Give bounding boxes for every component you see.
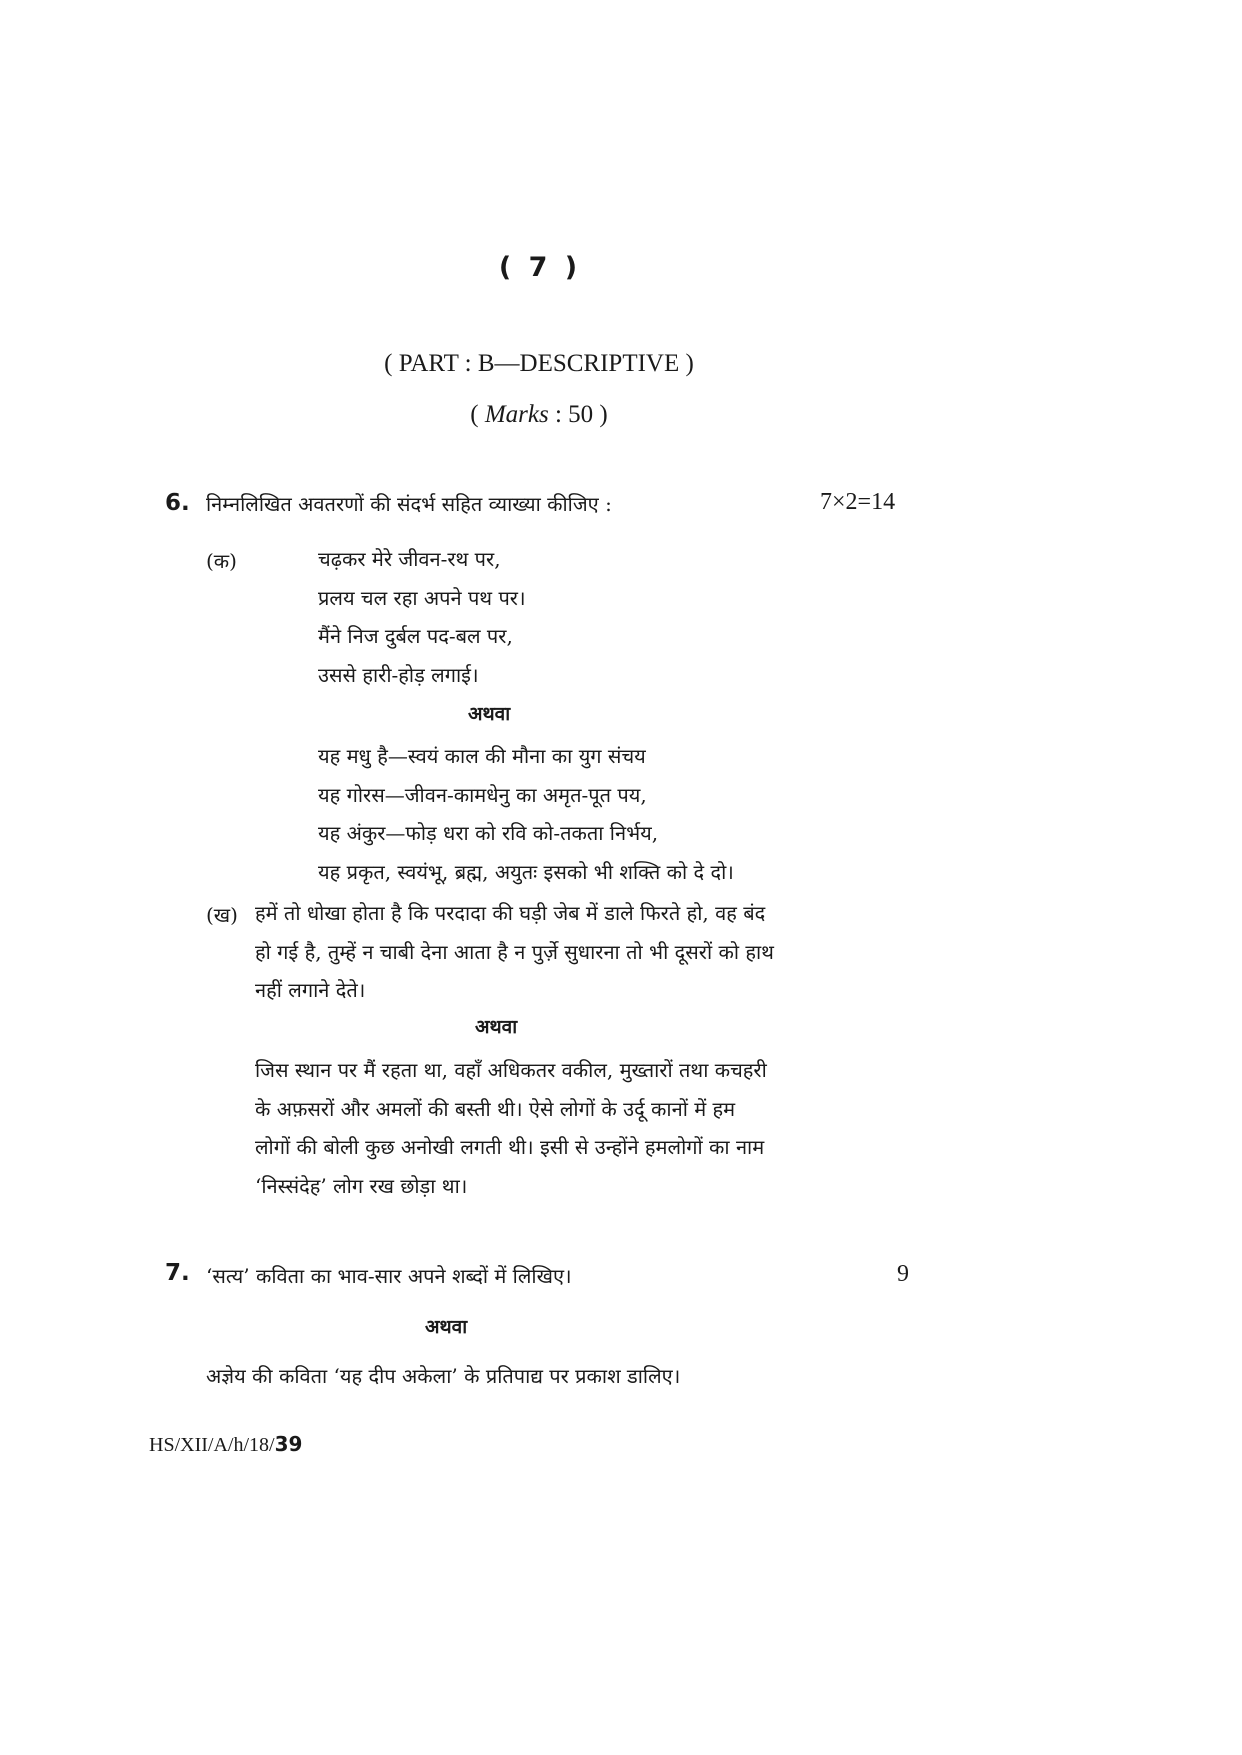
- part-title: ( PART : B—DESCRIPTIVE ): [384, 350, 694, 377]
- verse-line: प्रलय चल रहा अपने पथ पर।: [318, 585, 526, 610]
- q6-number: 6.: [165, 490, 190, 516]
- verse-line: उससे हारी-होड़ लगाई।: [318, 662, 479, 687]
- q6-marks: 7×2=14: [820, 489, 896, 515]
- paper-code: [149, 1432, 302, 1457]
- q6-b-label: (ख): [206, 903, 238, 927]
- q6-text: निम्नलिखित अवतरणों की संदर्भ सहित व्याख्या कीजिए :: [206, 492, 612, 516]
- q6-b-alt-passage: [255, 1051, 767, 1205]
- q7-number: 7.: [165, 1260, 190, 1286]
- q6-or-1: अथवा: [468, 703, 511, 725]
- paper-code-text: HS/XII/A/h/18/: [149, 1434, 275, 1456]
- marks-label: Marks: [484, 401, 549, 428]
- marks-value: : 50 ): [548, 401, 608, 428]
- q7-or: अथवा: [425, 1316, 468, 1338]
- passage-line: हमें तो धोखा होता है कि परदादा की घड़ी जेब में डाले फिरते हो, वह बंद: [255, 901, 766, 925]
- q6-a-label: (क): [206, 549, 237, 573]
- marks-open: (: [470, 401, 485, 428]
- passage-line: के अफ़सरों और अमलों की बस्ती थी। ऐसे लोगों के उर्दू कानों में हम: [255, 1096, 736, 1121]
- verse-line: चढ़कर मेरे जीवन-रथ पर,: [318, 547, 501, 571]
- passage-line: ‘निस्संदेह’ लोग रख छोड़ा था।: [255, 1173, 468, 1198]
- verse-line: यह मधु है—स्वयं काल की मौना का युग संचय: [318, 744, 646, 768]
- verse-line: मैंने निज दुर्बल पद-बल पर,: [318, 624, 513, 648]
- q7-marks: 9: [897, 1261, 909, 1287]
- q6-a-verse: [318, 540, 526, 694]
- q7-alt-text: अज्ञेय की कविता ‘यह दीप अकेला’ के प्रतिपाद्य पर प्रकाश डालिए।: [206, 1364, 681, 1388]
- passage-line: हो गई है, तुम्हें न चाबी देना आता है न पुर्ज़े सुधारना तो भी दूसरों को हाथ: [255, 939, 774, 964]
- paper-code-page: 39: [274, 1432, 303, 1456]
- q7-text: ‘सत्य’ कविता का भाव-सार अपने शब्दों में लिखिए।: [206, 1264, 572, 1288]
- passage-line: नहीं लगाने देते।: [255, 978, 366, 1002]
- q6-b-passage: [255, 894, 774, 1010]
- verse-line: यह प्रकृत, स्वयंभू, ब्रह्म, अयुतः इसको भी शक्ति को दे दो।: [318, 859, 734, 884]
- passage-line: जिस स्थान पर मैं रहता था, वहाँ अधिकतर वकील, मुख्तारों तथा कचहरी: [255, 1058, 767, 1082]
- passage-line: लोगों की बोली कुछ अनोखी लगती थी। इसी से उन्होंने हमलोगों का नाम: [255, 1135, 765, 1159]
- page-number: ( 7 ): [498, 252, 582, 283]
- marks-line: [0, 401, 1078, 429]
- verse-line: यह अंकुर—फोड़ धरा को रवि को-तकता निर्भय,: [318, 821, 659, 845]
- q6-a-alt-verse: [318, 737, 734, 891]
- q6-or-2: अथवा: [475, 1016, 518, 1038]
- verse-line: यह गोरस—जीवन-कामधेनु का अमृत-पूत पय,: [318, 782, 647, 807]
